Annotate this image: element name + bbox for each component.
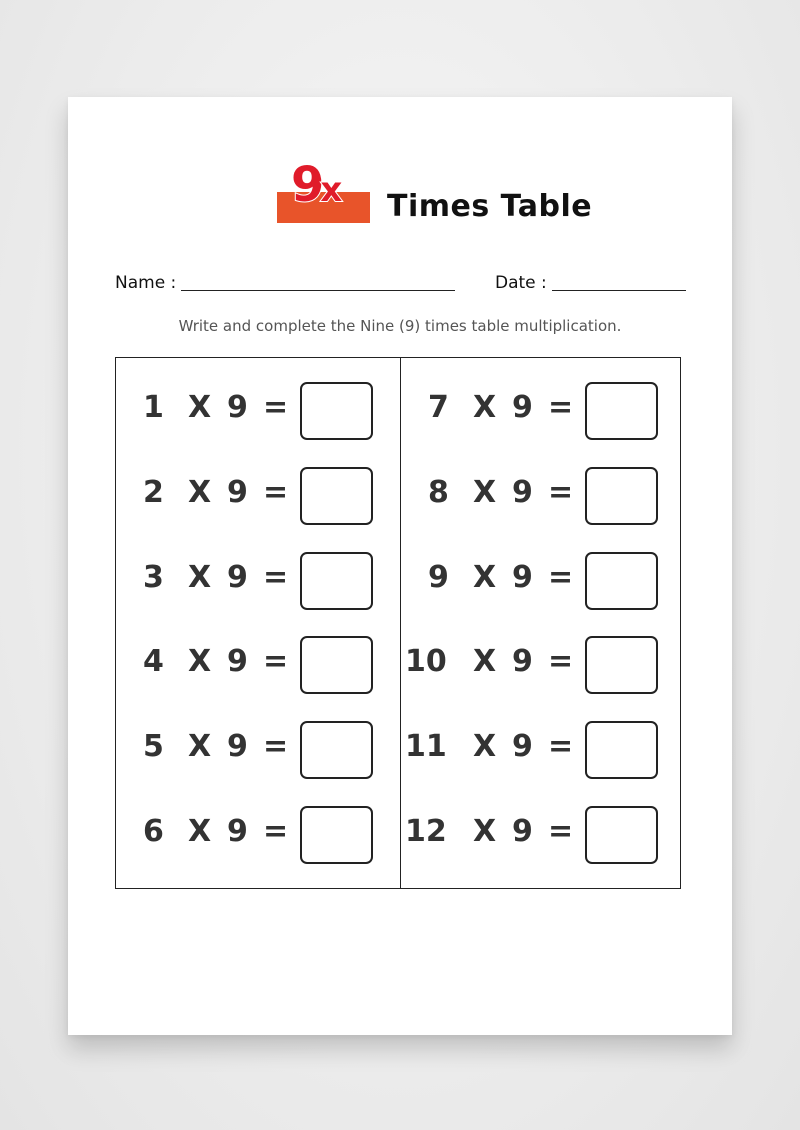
- equals-sign: =: [263, 729, 289, 765]
- times-sign: X: [188, 729, 212, 765]
- problem-row: [401, 552, 661, 612]
- date-label: Date :: [495, 273, 547, 293]
- answer-box[interactable]: [585, 636, 658, 694]
- multiplier: 9: [227, 474, 248, 510]
- multiplicand: 9: [428, 559, 449, 595]
- answer-box[interactable]: [300, 806, 373, 864]
- answer-box[interactable]: [585, 806, 658, 864]
- equals-sign: =: [263, 644, 289, 680]
- worksheet-page: [68, 97, 732, 1035]
- equals-sign: =: [263, 814, 289, 849]
- equals-sign: =: [548, 474, 574, 510]
- equals-sign: =: [263, 474, 289, 510]
- multiplicand: 7: [428, 390, 449, 425]
- problem-row: [116, 636, 376, 696]
- problem-row: [116, 552, 376, 612]
- logo-nine: 9: [291, 157, 321, 213]
- nine-times-logo: [277, 157, 373, 227]
- multiplier: 9: [512, 729, 533, 765]
- times-sign: X: [473, 390, 497, 425]
- instructions-text: Write and complete the Nine (9) times table multiplication.: [178, 317, 622, 335]
- equals-sign: =: [548, 644, 574, 680]
- problem-row: [401, 806, 661, 866]
- multiplier: 9: [512, 644, 533, 680]
- multiplicand: 6: [143, 814, 164, 849]
- problem-row: [116, 467, 376, 527]
- times-sign: X: [473, 474, 497, 510]
- answer-box[interactable]: [300, 721, 373, 779]
- multiplicand: 10: [405, 644, 447, 680]
- date-field[interactable]: [552, 290, 686, 291]
- multiplier: 9: [227, 559, 248, 595]
- multiplicand: 5: [143, 729, 164, 765]
- name-label: Name :: [115, 273, 177, 293]
- multiplicand: 4: [143, 644, 164, 680]
- problem-row: [116, 382, 376, 442]
- multiplicand: 2: [143, 474, 164, 510]
- times-sign: X: [473, 559, 497, 595]
- times-sign: X: [188, 559, 212, 595]
- multiplier: 9: [227, 729, 248, 765]
- equals-sign: =: [548, 814, 574, 849]
- times-sign: X: [188, 814, 212, 849]
- equals-sign: =: [548, 390, 574, 425]
- answer-box[interactable]: [300, 552, 373, 610]
- logo-times: x: [320, 170, 343, 210]
- multiplicand: 1: [143, 390, 164, 425]
- multiplier: 9: [512, 390, 533, 425]
- multiplier: 9: [512, 814, 533, 849]
- problem-row: [401, 721, 661, 781]
- times-sign: X: [473, 814, 497, 849]
- answer-box[interactable]: [585, 382, 658, 440]
- times-sign: X: [473, 729, 497, 765]
- times-sign: X: [473, 644, 497, 680]
- times-sign: X: [188, 390, 212, 425]
- answer-box[interactable]: [300, 382, 373, 440]
- answer-box[interactable]: [300, 467, 373, 525]
- answer-box[interactable]: [300, 636, 373, 694]
- name-field[interactable]: [181, 290, 455, 291]
- answer-box[interactable]: [585, 721, 658, 779]
- equals-sign: =: [548, 729, 574, 765]
- multiplicand: 12: [405, 814, 447, 849]
- multiplier: 9: [227, 644, 248, 680]
- multiplier: 9: [227, 814, 248, 849]
- multiplier: 9: [512, 559, 533, 595]
- multiplicand: 8: [428, 474, 449, 510]
- equals-sign: =: [263, 390, 289, 425]
- problem-row: [116, 721, 376, 781]
- multiplier: 9: [227, 390, 248, 425]
- times-sign: X: [188, 474, 212, 510]
- equals-sign: =: [263, 559, 289, 595]
- answer-box[interactable]: [585, 467, 658, 525]
- page-title: Times Table: [387, 189, 593, 224]
- logo-text: [291, 157, 343, 213]
- problem-row: [401, 467, 661, 527]
- times-sign: X: [188, 644, 212, 680]
- multiplicand: 3: [143, 559, 164, 595]
- multiplier: 9: [512, 474, 533, 510]
- problem-grid: [115, 357, 681, 889]
- problem-row: [401, 636, 661, 696]
- equals-sign: =: [548, 559, 574, 595]
- problem-row: [116, 806, 376, 866]
- answer-box[interactable]: [585, 552, 658, 610]
- multiplicand: 11: [405, 729, 447, 765]
- problem-row: [401, 382, 661, 442]
